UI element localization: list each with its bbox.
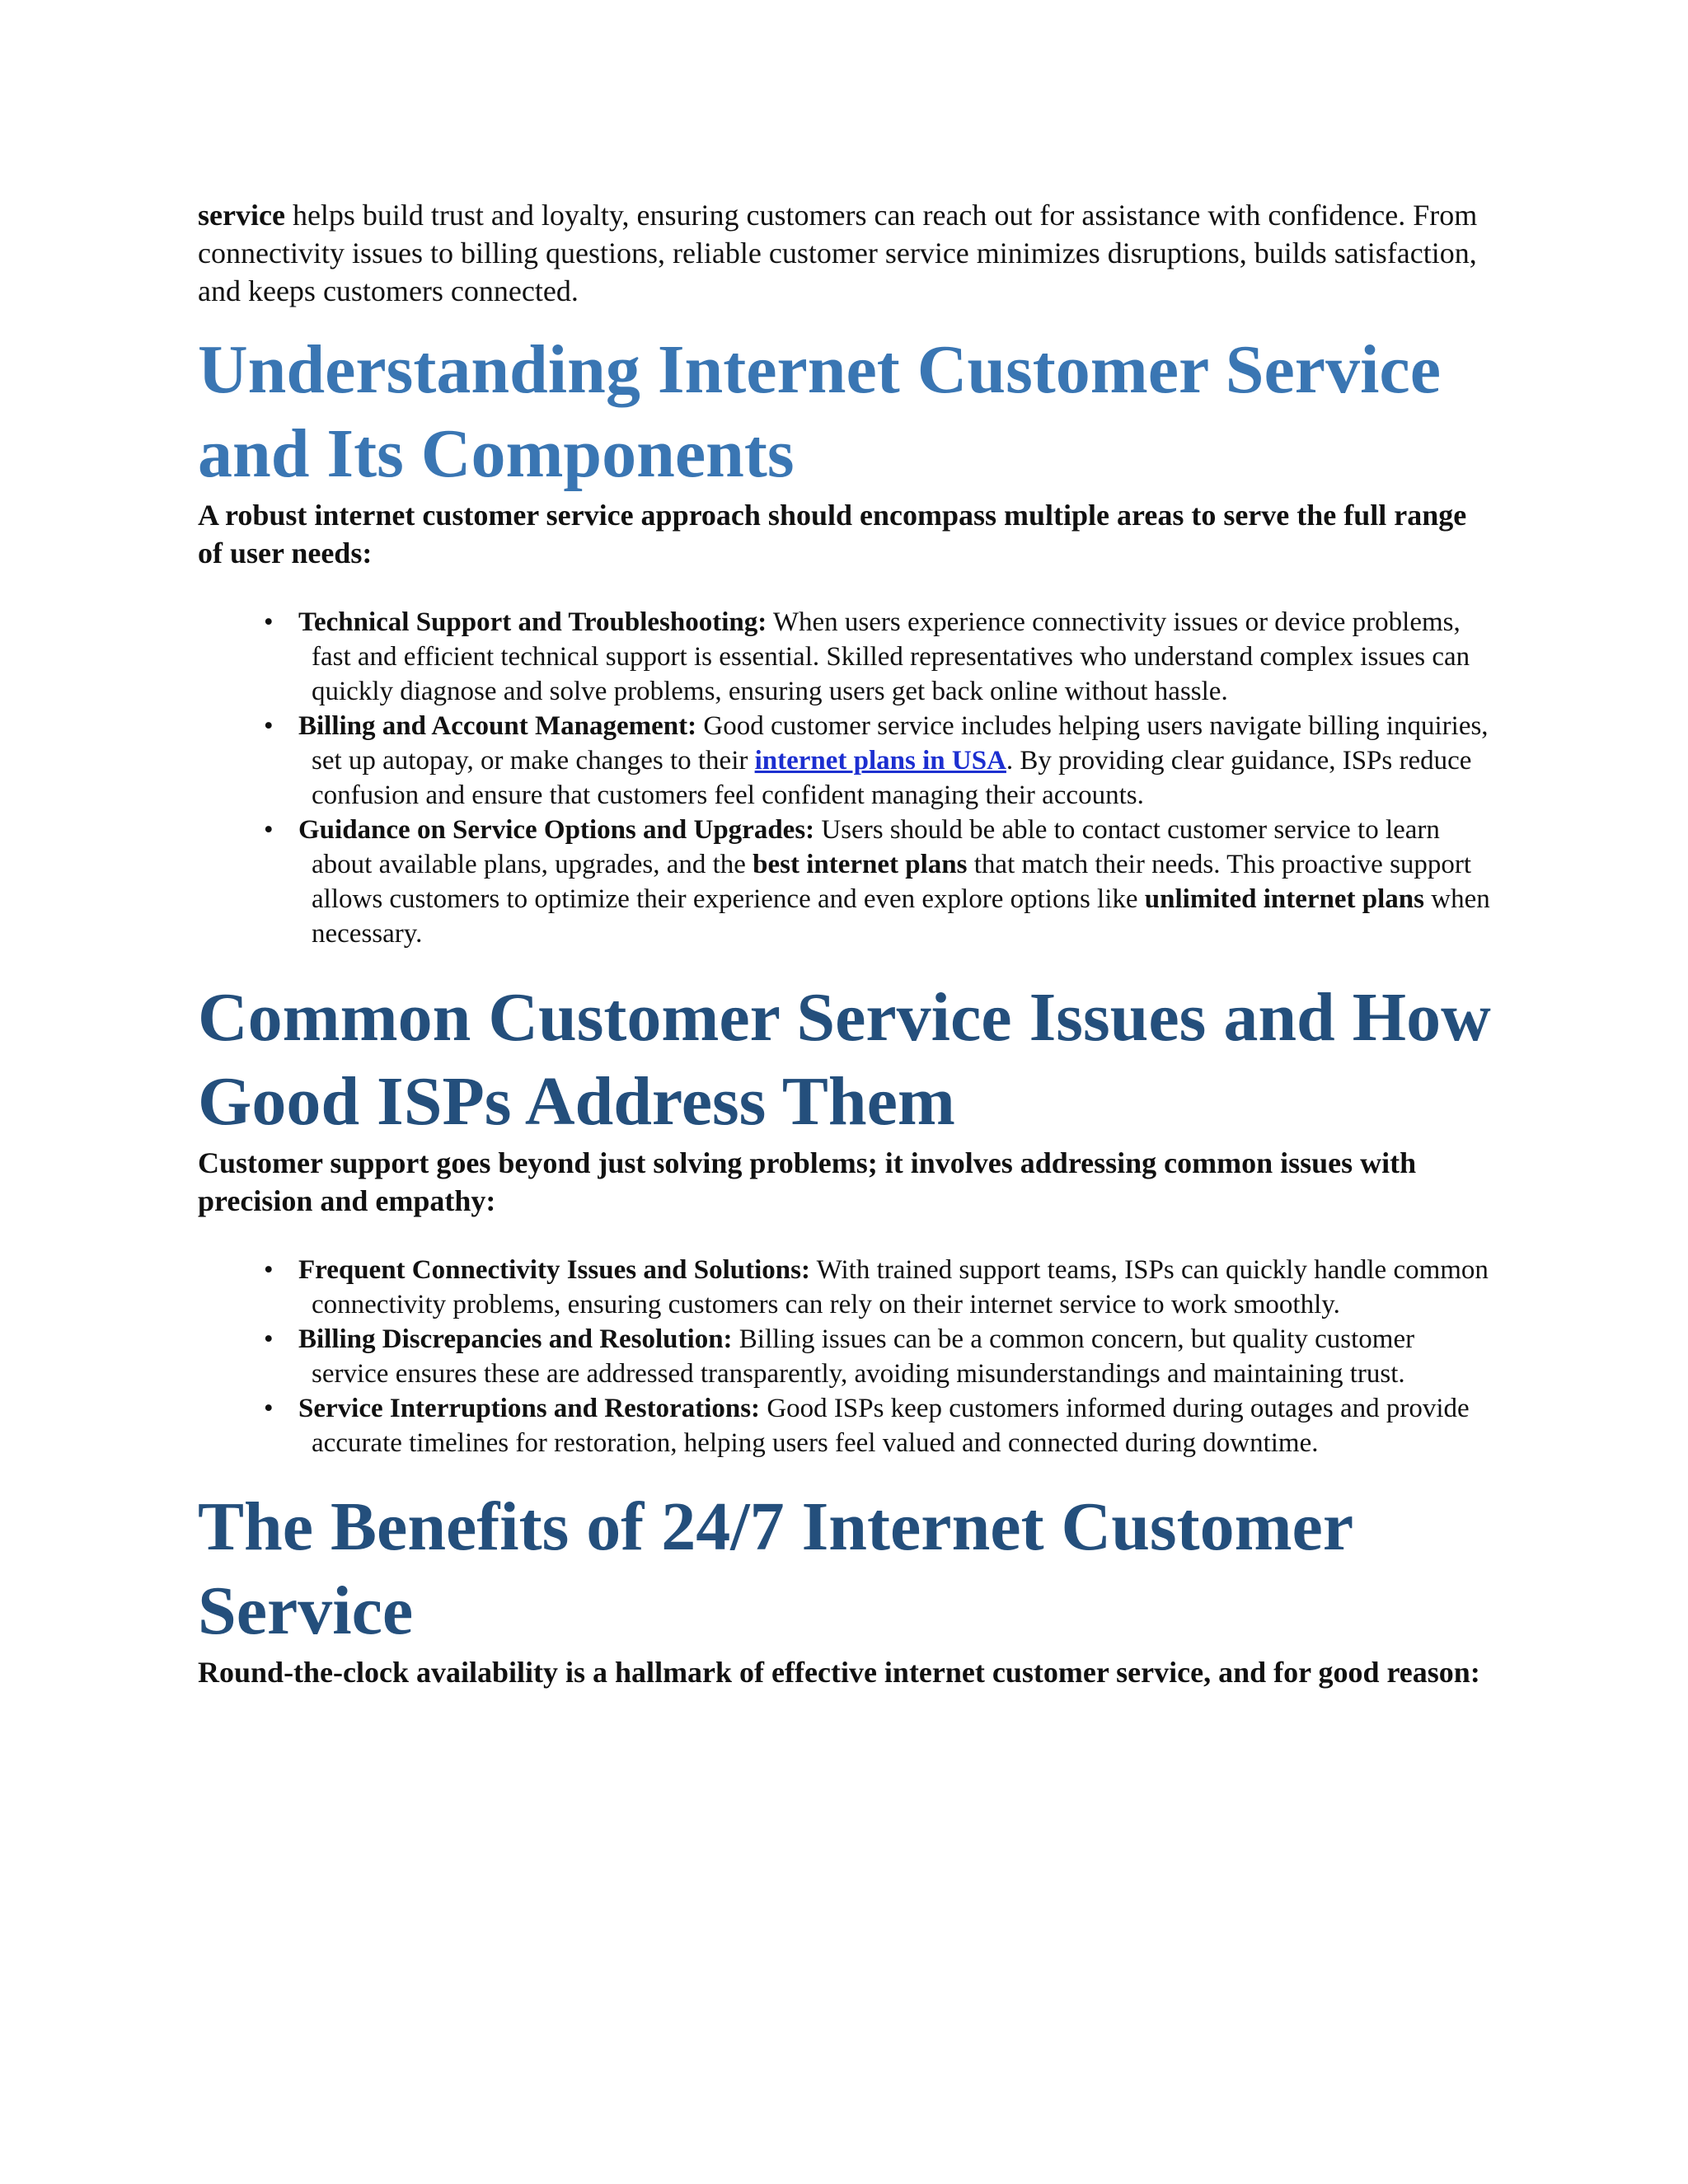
section-heading-issues: Common Customer Service Issues and How Good ISPs Address Them bbox=[198, 979, 1491, 1140]
section-heading-components: Understanding Internet Customer Service and Its Components bbox=[198, 331, 1441, 492]
list-item-bold: best internet plans bbox=[753, 850, 968, 879]
list-item-bold: unlimited internet plans bbox=[1144, 884, 1424, 914]
intro-bold-lead: service bbox=[198, 199, 285, 232]
list-item-text: Good customer service includes helping users navigate billing inquiries, set up autopay, or make changes to their bbox=[312, 711, 1489, 776]
list-item bbox=[198, 1391, 1492, 1460]
list-item-title: Billing Discrepancies and Resolution: bbox=[298, 1324, 733, 1354]
section-lead-benefits: Round-the-clock availability is a hallmark of effective internet customer service, and for good reason: bbox=[198, 1656, 1480, 1689]
list-item-title: Frequent Connectivity Issues and Solutions: bbox=[298, 1255, 810, 1285]
list-item-text: When users experience connectivity issues or device problems, fast and efficient technical support is essential. Skilled representatives who understand complex issues can quickly diagnose and solve problems, ensuring users get back online without hassle. bbox=[312, 607, 1470, 706]
list-item bbox=[198, 813, 1492, 951]
intro-paragraph bbox=[198, 196, 1492, 310]
list-item bbox=[198, 1253, 1492, 1322]
issues-list bbox=[198, 1253, 1492, 1460]
list-item-text: that match their needs. This proactive support allows customers to optimize their experience and even explore options like bbox=[312, 850, 1472, 914]
list-item-text: Users should be able to contact customer service to learn about available plans, upgrades, and the bbox=[312, 815, 1440, 879]
list-item bbox=[198, 709, 1492, 813]
section-lead-issues: Customer support goes beyond just solving problems; it involves addressing common issues with precision and empathy: bbox=[198, 1146, 1417, 1217]
list-item-title: Guidance on Service Options and Upgrades: bbox=[298, 815, 815, 845]
components-list bbox=[198, 605, 1492, 951]
section-lead-components: A robust internet customer service approach should encompass multiple areas to serve the full range of user needs: bbox=[198, 499, 1467, 569]
list-item-text: Billing issues can be a common concern, but quality customer service ensures these are addressed transparently, avoiding misunderstandings and maintaining trust. bbox=[312, 1324, 1415, 1389]
list-item-title: Service Interruptions and Restorations: bbox=[298, 1394, 761, 1423]
heading-line: Service bbox=[198, 1572, 414, 1649]
list-item-text: when necessary. bbox=[312, 884, 1490, 949]
intro-text: helps build trust and loyalty, ensuring customers can reach out for assistance with confidence. From connectivity issues to billing questions, reliable customer service minimizes disruptions, builds satisfaction, and keeps customers connected. bbox=[198, 199, 1478, 307]
list-item-title: Technical Support and Troubleshooting: bbox=[298, 607, 767, 637]
section-heading-benefits bbox=[198, 1485, 1492, 1653]
list-item-text: Good ISPs keep customers informed during outages and provide accurate timelines for restoration, helping users feel valued and connected during downtime. bbox=[312, 1394, 1470, 1458]
heading-line: The Benefits of 24/7 Internet Customer bbox=[198, 1488, 1354, 1565]
list-item-title: Billing and Account Management: bbox=[298, 711, 697, 741]
list-item-text: With trained support teams, ISPs can quickly handle common connectivity problems, ensuring customers can rely on their internet service to work smoothly. bbox=[312, 1255, 1489, 1319]
list-item-text: . By providing clear guidance, ISPs reduce confusion and ensure that customers feel confident managing their accounts. bbox=[312, 746, 1472, 810]
list-item bbox=[198, 1322, 1492, 1391]
internet-plans-link[interactable]: internet plans in USA bbox=[754, 746, 1006, 776]
list-item bbox=[198, 605, 1492, 709]
document-content bbox=[198, 196, 1492, 1691]
